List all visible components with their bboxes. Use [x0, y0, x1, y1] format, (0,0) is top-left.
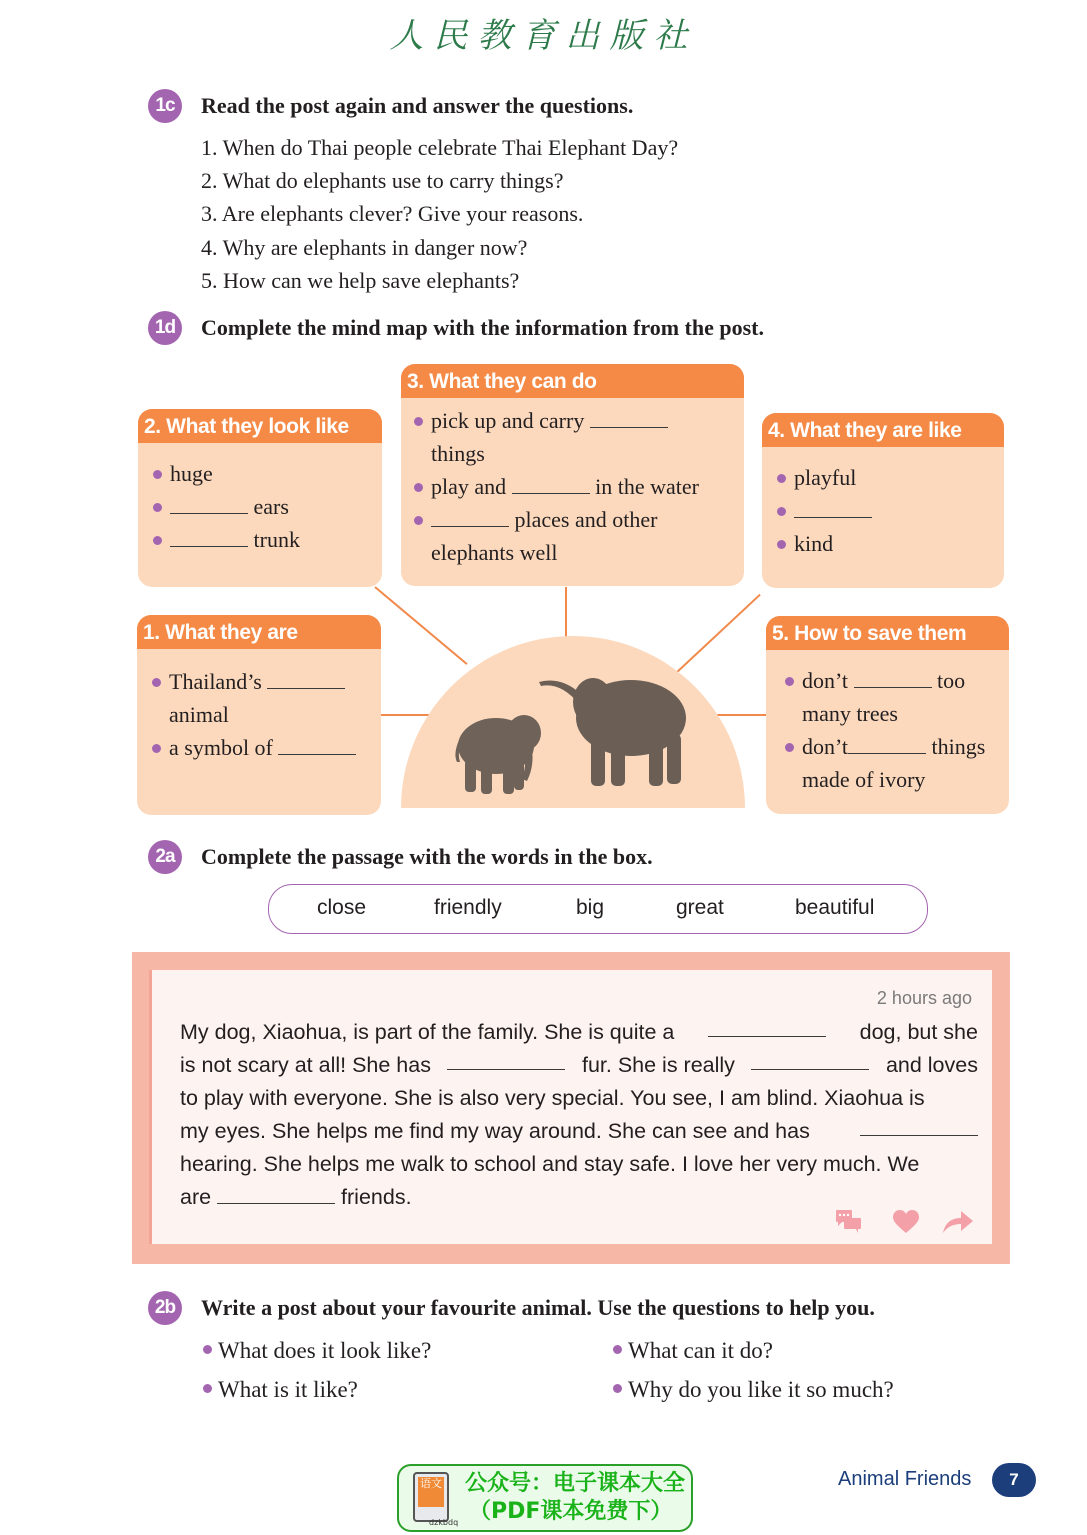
- box-title: 1. What they are: [137, 615, 381, 649]
- comment-icon[interactable]: [836, 1210, 864, 1234]
- question-item: 4. Why are elephants in danger now?: [201, 235, 528, 260]
- question-item: 3. Are elephants clever? Give your reasons.: [201, 201, 584, 226]
- list-item: Thailand’s: [147, 665, 371, 698]
- connector-line: [380, 714, 430, 716]
- bullet-icon: [777, 474, 786, 483]
- list-item: play and in the water: [409, 470, 734, 503]
- answer-blank[interactable]: [217, 1183, 335, 1204]
- answer-blank[interactable]: [794, 499, 872, 518]
- bullet-icon: [785, 743, 794, 752]
- answer-blank[interactable]: [447, 1049, 565, 1070]
- word-option: close: [317, 896, 367, 919]
- box-title: 5. How to save them: [766, 616, 1009, 650]
- publisher-logo: 人民教育出版社: [389, 16, 698, 56]
- elephants-icon: [401, 636, 745, 808]
- mindmap-box-look-like: [138, 409, 382, 587]
- bullet-icon: [613, 1384, 622, 1393]
- prompt-item: What can it do?: [613, 1338, 773, 1364]
- list-item: trunk: [148, 523, 372, 556]
- list-item-continuation: animal: [169, 702, 229, 727]
- word-option: beautiful: [795, 896, 875, 919]
- share-icon[interactable]: [943, 1211, 973, 1233]
- bullet-icon: [414, 417, 423, 426]
- answer-blank[interactable]: [860, 1115, 978, 1136]
- list-item-continuation: things: [431, 441, 485, 466]
- word-option: big: [576, 896, 605, 919]
- heart-icon[interactable]: [893, 1210, 919, 1234]
- section-badge-1d: 1d: [148, 311, 182, 345]
- connector-line: [374, 586, 467, 665]
- word-option: friendly: [434, 896, 502, 919]
- list-item-continuation: made of ivory: [802, 767, 926, 792]
- answer-blank[interactable]: [708, 1016, 826, 1037]
- section-badge-1c: 1c: [148, 89, 182, 123]
- connector-line: [716, 714, 766, 716]
- bullet-icon: [152, 678, 161, 687]
- list-item: kind: [772, 527, 994, 560]
- list-item: a symbol of: [147, 731, 371, 764]
- elephant-illustration: [401, 636, 745, 808]
- mindmap-box-are-like: [762, 413, 1004, 588]
- watermark-badge: [397, 1464, 693, 1532]
- instruction-2b: Write a post about your favourite animal. Use the questions to help you.: [201, 1295, 875, 1320]
- question-item: 2. What do elephants use to carry things?: [201, 168, 564, 193]
- watermark-line1: 公众号：电子课本大全: [465, 1471, 686, 1496]
- bullet-icon: [613, 1345, 622, 1354]
- word-option: great: [676, 896, 724, 919]
- prompt-item: What is it like?: [203, 1377, 358, 1403]
- bullet-icon: [203, 1384, 212, 1393]
- post-timestamp: 2 hours ago: [876, 988, 972, 1008]
- page-number: 7: [992, 1463, 1036, 1497]
- section-badge-2b: 2b: [148, 1291, 182, 1325]
- list-item: huge: [148, 457, 372, 490]
- answer-blank[interactable]: [751, 1049, 869, 1070]
- word-box: [268, 884, 928, 934]
- bullet-icon: [153, 470, 162, 479]
- post-line: My dog, Xiaohua, is part of the family. She is quite a dog, but she: [180, 1016, 978, 1049]
- bullet-icon: [153, 536, 162, 545]
- textbook-icon: 语文: [413, 1472, 449, 1522]
- prompt-item: What does it look like?: [203, 1338, 431, 1364]
- post-line: hearing. She helps me walk to school and stay safe. I love her very much. We: [180, 1152, 920, 1176]
- instruction-1c: Read the post again and answer the questions.: [201, 93, 634, 118]
- box-title: 3. What they can do: [401, 364, 744, 398]
- box-title: 2. What they look like: [138, 409, 382, 443]
- list-item: ears: [148, 490, 372, 523]
- bullet-icon: [153, 503, 162, 512]
- instruction-1d: Complete the mind map with the information from the post.: [201, 315, 765, 340]
- list-item: places and other: [409, 503, 734, 536]
- watermark-line2: （PDF课本免费下）: [469, 1499, 673, 1524]
- section-badge-2a: 2a: [148, 840, 182, 874]
- answer-blank[interactable]: [854, 669, 932, 688]
- connector-line: [675, 594, 760, 674]
- watermark-small-text: dzkbdq: [429, 1518, 459, 1527]
- answer-blank[interactable]: [848, 735, 926, 754]
- list-item: pick up and carry: [409, 404, 734, 437]
- answer-blank[interactable]: [170, 528, 248, 547]
- list-item-continuation: many trees: [802, 701, 898, 726]
- answer-blank[interactable]: [512, 475, 590, 494]
- bullet-icon: [203, 1345, 212, 1354]
- post-line: my eyes. She helps me find my way around. She can see and has: [180, 1115, 978, 1148]
- social-post: [152, 970, 992, 1244]
- bullet-icon: [414, 516, 423, 525]
- mindmap-box-can-do: [401, 364, 744, 586]
- instruction-2a: Complete the passage with the words in the box.: [201, 844, 653, 869]
- post-line: to play with everyone. She is also very special. You see, I am blind. Xiaohua is: [180, 1086, 925, 1110]
- post-line: is not scary at all! She has fur. She is really and loves: [180, 1049, 978, 1082]
- bullet-icon: [777, 507, 786, 516]
- answer-blank[interactable]: [590, 409, 668, 428]
- post-line: are friends.: [180, 1185, 412, 1209]
- connector-line: [565, 587, 567, 639]
- list-item-continuation: elephants well: [431, 540, 558, 565]
- prompt-item: Why do you like it so much?: [613, 1377, 894, 1403]
- bullet-icon: [777, 540, 786, 549]
- list-item: don’t things: [780, 730, 999, 763]
- unit-title: Animal Friends: [838, 1468, 972, 1490]
- answer-blank[interactable]: [278, 736, 356, 755]
- answer-blank[interactable]: [267, 670, 345, 689]
- list-item: don’t too: [780, 664, 999, 697]
- bullet-icon: [152, 744, 161, 753]
- answer-blank[interactable]: [431, 508, 509, 527]
- bullet-icon: [414, 483, 423, 492]
- list-item: [772, 494, 994, 527]
- bullet-icon: [785, 677, 794, 686]
- question-item: 5. How can we help save elephants?: [201, 268, 520, 293]
- answer-blank[interactable]: [170, 495, 248, 514]
- box-title: 4. What they are like: [762, 413, 1004, 447]
- question-item: 1. When do Thai people celebrate Thai Elephant Day?: [201, 135, 679, 160]
- mindmap-box-how-to-save: [766, 616, 1009, 814]
- list-item: playful: [772, 461, 994, 494]
- mindmap-box-what-they-are: [137, 615, 381, 815]
